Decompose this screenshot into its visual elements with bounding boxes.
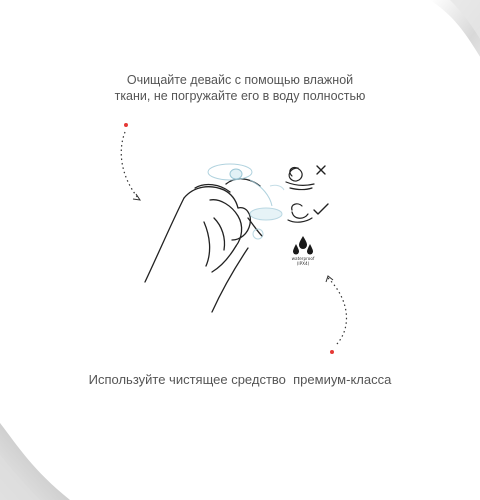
waterproof-rating <box>284 256 322 266</box>
instructions-line-2: ткани, не погружайте его в воду полностью <box>114 89 366 103</box>
x-mark-icon <box>317 166 325 174</box>
water-drops-icon <box>293 236 313 255</box>
dotted-arrow-top <box>121 123 140 200</box>
waterproof-label: waterproof <box>291 256 315 261</box>
hand-wiping-icon <box>145 179 262 312</box>
immersion-prohibited-icon <box>286 168 314 190</box>
waterproof-ipx: (IPX4) <box>296 261 310 266</box>
instructions-line-1: Очищайте девайс с помощью влажной <box>126 73 354 87</box>
wipe-allowed-icon <box>288 204 312 222</box>
premium-cleaner-tagline: Используйте чистящее средство премиум-класса <box>88 372 392 387</box>
dotted-arrow-bottom <box>326 276 346 354</box>
device-outline <box>208 164 284 239</box>
check-mark-icon <box>314 204 328 214</box>
